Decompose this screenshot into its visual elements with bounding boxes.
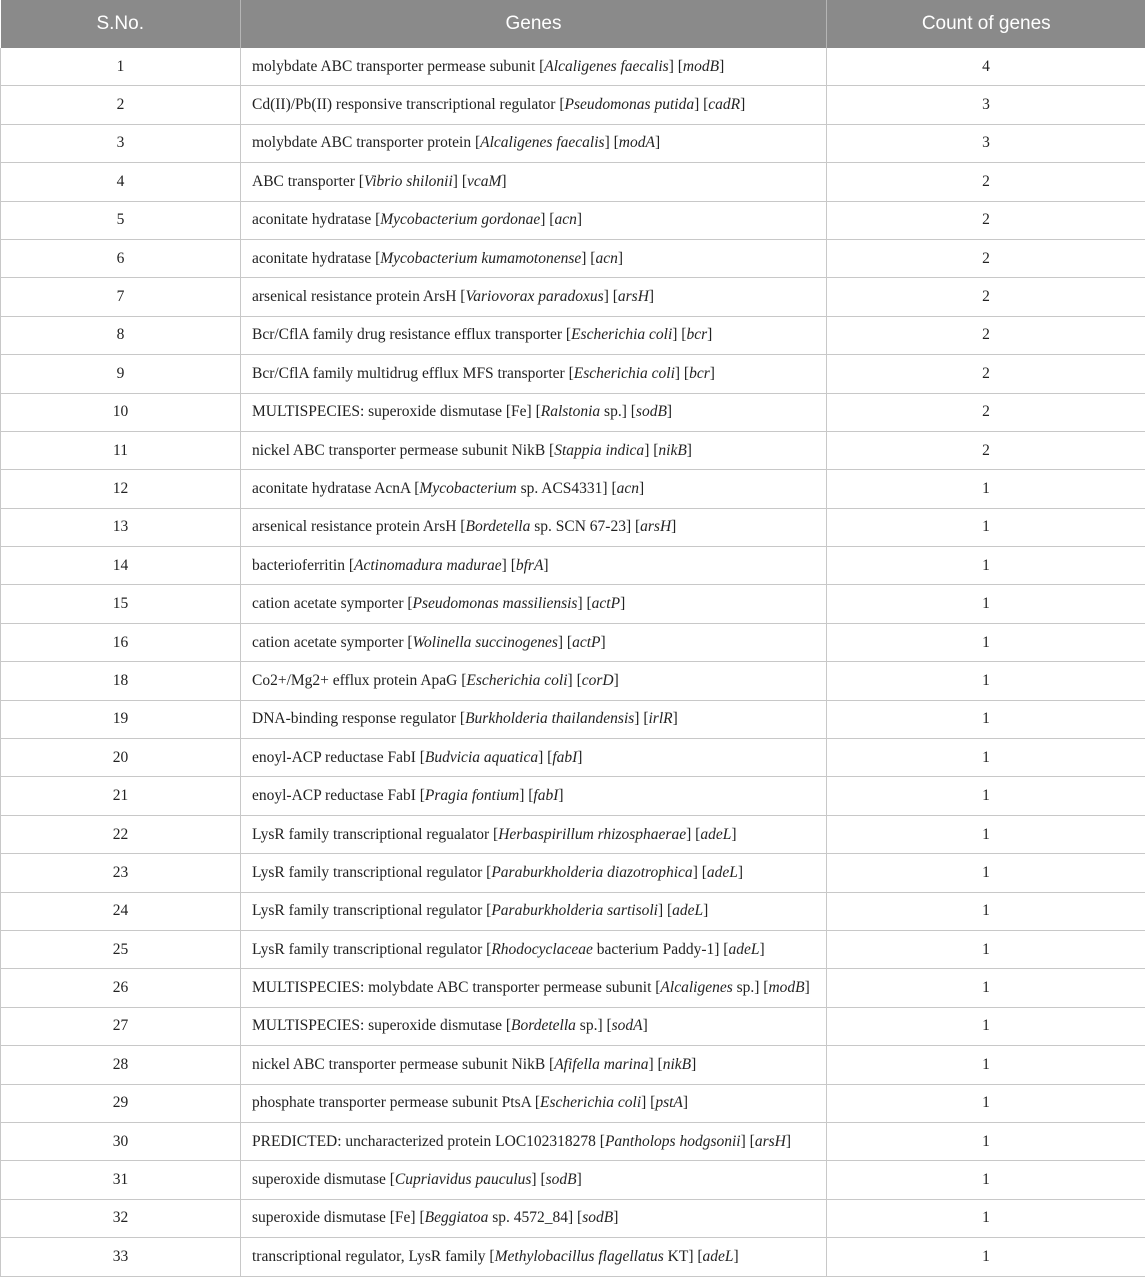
gene-cell [241, 777, 827, 815]
gene-italic-text: modB [682, 57, 720, 75]
count-cell: 1 [827, 623, 1145, 661]
table-row [1, 1199, 1145, 1237]
gene-text: Bcr/CflA family multidrug efflux MFS transporter [ [252, 364, 574, 382]
count-cell: 2 [827, 431, 1145, 469]
gene-text: sp.] [ [575, 1017, 612, 1035]
table-row [1, 1238, 1145, 1276]
gene-text: PREDICTED: uncharacterized protein LOC102318278 [ [252, 1132, 605, 1150]
gene-text: ] [ [452, 172, 467, 190]
gene-cell [241, 700, 827, 738]
gene-italic-text: Escherichia coli [466, 671, 568, 689]
gene-text: ] [543, 556, 549, 574]
gene-text: ] [ [674, 364, 690, 382]
gene-text: ] [759, 940, 765, 958]
sno-cell: 5 [1, 201, 241, 239]
table-row [1, 278, 1145, 316]
table-row [1, 815, 1145, 853]
count-cell: 1 [827, 547, 1145, 585]
gene-italic-text: acn [616, 479, 639, 497]
gene-text: ] [ [577, 595, 592, 613]
gene-italic-text: Pseudomonas putida [564, 96, 695, 114]
gene-text: ] [707, 326, 713, 344]
gene-text: ] [558, 787, 564, 805]
gene-text: LysR family transcriptional regulator [ [252, 902, 492, 920]
gene-text: ] [ [567, 671, 582, 689]
header-count: Count of genes [827, 0, 1145, 48]
gene-italic-text: Escherichia coli [539, 1094, 642, 1112]
gene-text: ] [ [604, 134, 619, 152]
table-row [1, 892, 1145, 930]
count-cell: 1 [827, 892, 1145, 930]
gene-text: ] [709, 364, 715, 382]
table-row [1, 431, 1145, 469]
gene-cell [241, 892, 827, 930]
gene-italic-text: Alcaligenes faecalis [480, 134, 605, 152]
gene-italic-text: irlR [648, 710, 673, 728]
table-row [1, 739, 1145, 777]
gene-text: ] [733, 1247, 739, 1265]
count-cell: 1 [827, 508, 1145, 546]
table-row [1, 86, 1145, 124]
gene-text: ] [686, 441, 692, 459]
sno-cell: 15 [1, 585, 241, 623]
gene-italic-text: nikB [662, 1055, 692, 1073]
gene-text: ] [703, 902, 709, 920]
gene-italic-text: actP [591, 595, 621, 613]
table-row [1, 1007, 1145, 1045]
gene-text: Cd(II)/Pb(II) responsive transcriptional regulator [ [252, 96, 565, 114]
gene-text: ] [666, 403, 673, 421]
gene-italic-text: Actinomadura madurae [353, 556, 502, 574]
gene-text: molybdate ABC transporter protein [ [252, 134, 481, 152]
gene-text: ] [ [603, 288, 618, 306]
gene-cell [241, 163, 827, 201]
gene-text: ] [501, 172, 507, 190]
table-row [1, 393, 1145, 431]
table-row [1, 777, 1145, 815]
gene-text: ] [ [686, 825, 701, 843]
gene-italic-text: modB [768, 979, 805, 997]
table-row [1, 124, 1145, 162]
gene-italic-text: sodB [635, 403, 667, 421]
gene-text: cation acetate symporter [ [252, 633, 413, 651]
gene-italic-text: Pragia fontium [424, 787, 520, 805]
gene-italic-text: Ralstonia [540, 403, 601, 421]
sno-cell: 18 [1, 662, 241, 700]
sno-cell: 19 [1, 700, 241, 738]
gene-text: ] [804, 979, 810, 997]
table-row [1, 470, 1145, 508]
sno-cell: 7 [1, 278, 241, 316]
gene-text: LysR family transcriptional regulator [ [252, 940, 492, 958]
gene-text: ] [ [641, 1094, 656, 1112]
gene-italic-text: acn [595, 249, 618, 267]
sno-cell: 24 [1, 892, 241, 930]
table-row [1, 48, 1145, 86]
table-row [1, 700, 1145, 738]
gene-cell [241, 508, 827, 546]
gene-text: ] [ [668, 57, 683, 75]
gene-text: sp. 4572_84] [ [488, 1209, 583, 1227]
gene-text: aconitate hydratase [ [252, 249, 381, 267]
count-cell: 1 [827, 470, 1145, 508]
gene-text: ] [ [501, 556, 516, 574]
gene-text: cation acetate symporter [ [252, 595, 413, 613]
gene-text: superoxide dismutase [Fe] [ [252, 1209, 425, 1227]
gene-italic-text: Alcaligenes [660, 979, 733, 997]
gene-text: ABC transporter [ [252, 172, 364, 190]
gene-cell [241, 739, 827, 777]
gene-text: ] [576, 211, 582, 229]
gene-italic-text: Cupriavidus pauculus [394, 1171, 532, 1189]
table-row [1, 1161, 1145, 1199]
gene-cell [241, 1122, 827, 1160]
gene-text: MULTISPECIES: superoxide dismutase [Fe] [ [252, 403, 541, 421]
gene-italic-text: adeL [702, 1247, 734, 1265]
sno-cell: 30 [1, 1122, 241, 1160]
gene-text: ] [740, 96, 746, 114]
gene-text: ] [613, 671, 619, 689]
gene-italic-text: Variovorax paradoxus [465, 288, 604, 306]
gene-text: sp. ACS4331] [ [516, 479, 617, 497]
gene-text: ] [ [657, 902, 673, 920]
count-cell: 2 [827, 201, 1145, 239]
gene-cell [241, 930, 827, 968]
gene-italic-text: Mycobacterium gordonae [380, 211, 541, 229]
gene-italic-text: Burkholderia thailandensis [465, 710, 635, 728]
gene-text: ] [737, 863, 744, 881]
gene-italic-text: Budvicia aquatica [424, 748, 539, 766]
count-cell: 2 [827, 393, 1145, 431]
table-row [1, 969, 1145, 1007]
count-cell: 4 [827, 48, 1145, 86]
gene-text: sp.] [ [600, 403, 636, 421]
gene-cell [241, 86, 827, 124]
gene-italic-text: Escherichia coli [571, 326, 673, 344]
gene-italic-text: actP [572, 633, 601, 651]
gene-italic-text: Stappia indica [554, 441, 645, 459]
gene-text: ] [ [672, 326, 687, 344]
gene-cell [241, 239, 827, 277]
sno-cell: 10 [1, 393, 241, 431]
gene-text: arsenical resistance protein ArsH [ [252, 288, 466, 306]
sno-cell: 9 [1, 355, 241, 393]
gene-italic-text: Mycobacterium [419, 479, 517, 497]
gene-text: LysR family transcriptional regulator [ [252, 863, 492, 881]
count-cell: 1 [827, 1161, 1145, 1199]
sno-cell: 21 [1, 777, 241, 815]
table-row [1, 316, 1145, 354]
gene-cell [241, 470, 827, 508]
gene-cell [241, 1084, 827, 1122]
table-row [1, 1122, 1145, 1160]
gene-italic-text: Escherichia coli [573, 364, 675, 382]
sno-cell: 3 [1, 124, 241, 162]
gene-text: ] [ [694, 96, 709, 114]
count-cell: 1 [827, 815, 1145, 853]
gene-italic-text: arsH [617, 288, 649, 306]
sno-cell: 8 [1, 316, 241, 354]
gene-italic-text: modA [618, 134, 655, 152]
gene-italic-text: Rhodocyclaceae [491, 940, 593, 958]
gene-italic-text: Mycobacterium kumamotonense [380, 249, 582, 267]
gene-text: bacterioferritin [ [252, 556, 354, 574]
sno-cell: 1 [1, 48, 241, 86]
sno-cell: 29 [1, 1084, 241, 1122]
gene-cell [241, 1007, 827, 1045]
gene-text: transcriptional regulator, LysR family [ [252, 1247, 495, 1265]
gene-cell [241, 355, 827, 393]
sno-cell: 27 [1, 1007, 241, 1045]
gene-italic-text: bcr [689, 364, 710, 382]
gene-cell [241, 316, 827, 354]
gene-italic-text: Beggiatoa [424, 1209, 489, 1227]
gene-cell [241, 201, 827, 239]
table-row [1, 1084, 1145, 1122]
gene-text: aconitate hydratase AcnA [ [252, 479, 420, 497]
header-sno: S.No. [1, 0, 241, 48]
gene-text: Co2+/Mg2+ efflux protein ApaG [ [252, 671, 467, 689]
gene-italic-text: Bordetella [511, 1017, 576, 1035]
gene-text: molybdate ABC transporter permease subunit [ [252, 57, 545, 75]
gene-text: ] [654, 134, 661, 152]
header-genes: Genes [241, 0, 827, 48]
count-cell: 1 [827, 1238, 1145, 1276]
sno-cell: 25 [1, 930, 241, 968]
gene-text: ] [ [557, 633, 573, 651]
gene-cell [241, 815, 827, 853]
count-cell: 1 [827, 1007, 1145, 1045]
gene-italic-text: adeL [700, 825, 732, 843]
gene-italic-text: adeL [672, 902, 704, 920]
gene-text: ] [ [540, 211, 555, 229]
gene-cell [241, 1199, 827, 1237]
sno-cell: 11 [1, 431, 241, 469]
gene-text: ] [617, 249, 624, 267]
gene-text: ] [613, 1209, 619, 1227]
gene-text: bacterium Paddy-1] [ [592, 940, 729, 958]
gene-italic-text: sodA [611, 1017, 643, 1035]
gene-text: MULTISPECIES: superoxide dismutase [ [252, 1017, 512, 1035]
table-header [1, 0, 1145, 48]
sno-cell: 33 [1, 1238, 241, 1276]
count-cell: 1 [827, 1199, 1145, 1237]
gene-italic-text: arsH [640, 518, 672, 536]
gene-italic-text: corD [581, 671, 614, 689]
count-cell: 1 [827, 930, 1145, 968]
gene-cell [241, 48, 827, 86]
gene-text: ] [ [644, 441, 659, 459]
gene-cell [241, 854, 827, 892]
table-row [1, 355, 1145, 393]
count-cell: 1 [827, 662, 1145, 700]
gene-italic-text: Wolinella succinogenes [412, 633, 558, 651]
gene-italic-text: adeL [706, 863, 738, 881]
gene-text: ] [ [692, 863, 707, 881]
count-cell: 1 [827, 1084, 1145, 1122]
table-row [1, 854, 1145, 892]
count-cell: 1 [827, 700, 1145, 738]
gene-text: ] [719, 57, 725, 75]
gene-text: nickel ABC transporter permease subunit NikB [ [252, 1055, 555, 1073]
gene-text: ] [785, 1132, 791, 1150]
table-row [1, 163, 1145, 201]
gene-text: ] [682, 1094, 689, 1112]
gene-cell [241, 1046, 827, 1084]
gene-italic-text: acn [554, 211, 577, 229]
sno-cell: 14 [1, 547, 241, 585]
gene-cell [241, 662, 827, 700]
count-cell: 2 [827, 239, 1145, 277]
gene-cell [241, 124, 827, 162]
table-row [1, 662, 1145, 700]
gene-text: superoxide dismutase [ [252, 1171, 395, 1189]
gene-text: MULTISPECIES: molybdate ABC transporter permease subunit [ [252, 979, 661, 997]
gene-italic-text: Paraburkholderia diazotrophica [491, 863, 693, 881]
sno-cell: 2 [1, 86, 241, 124]
sno-cell: 32 [1, 1199, 241, 1237]
gene-text: ] [731, 825, 737, 843]
count-cell: 1 [827, 777, 1145, 815]
gene-italic-text: arsH [754, 1132, 786, 1150]
gene-cell [241, 1161, 827, 1199]
gene-text: ] [600, 633, 606, 651]
table-body [1, 48, 1145, 1276]
count-cell: 3 [827, 124, 1145, 162]
sno-cell: 16 [1, 623, 241, 661]
gene-cell [241, 547, 827, 585]
gene-text: nickel ABC transporter permease subunit NikB [ [252, 441, 555, 459]
sno-cell: 31 [1, 1161, 241, 1199]
gene-italic-text: fabI [552, 748, 578, 766]
count-cell: 2 [827, 355, 1145, 393]
gene-text: ] [577, 748, 583, 766]
gene-text: sp.] [ [732, 979, 769, 997]
sno-cell: 28 [1, 1046, 241, 1084]
gene-italic-text: Paraburkholderia sartisoli [491, 902, 658, 920]
gene-text: enoyl-ACP reductase FabI [ [252, 748, 425, 766]
gene-text: ] [ [740, 1132, 755, 1150]
gene-italic-text: Afifella marina [554, 1055, 649, 1073]
gene-text: Bcr/CflA family drug resistance efflux transporter [ [252, 326, 572, 344]
gene-italic-text: fabI [533, 787, 559, 805]
gene-cell [241, 969, 827, 1007]
sno-cell: 20 [1, 739, 241, 777]
table-row [1, 201, 1145, 239]
table-row [1, 623, 1145, 661]
header-row [1, 0, 1145, 48]
sno-cell: 23 [1, 854, 241, 892]
gene-text: ] [671, 518, 677, 536]
gene-italic-text: bcr [686, 326, 708, 344]
gene-text: sp. SCN 67-23] [ [530, 518, 641, 536]
gene-italic-text: sodB [582, 1209, 614, 1227]
gene-text: ] [ [648, 1055, 663, 1073]
gene-italic-text: pstA [655, 1094, 683, 1112]
sno-cell: 22 [1, 815, 241, 853]
gene-text: ] [ [634, 710, 649, 728]
table-row [1, 239, 1145, 277]
count-cell: 2 [827, 316, 1145, 354]
gene-italic-text: nikB [658, 441, 687, 459]
gene-text: ] [620, 595, 626, 613]
gene-text: ] [648, 288, 655, 306]
gene-text: DNA-binding response regulator [ [252, 710, 466, 728]
gene-italic-text: sodB [545, 1171, 577, 1189]
count-cell: 1 [827, 585, 1145, 623]
sno-cell: 12 [1, 470, 241, 508]
gene-text: ] [ [538, 748, 553, 766]
sno-cell: 13 [1, 508, 241, 546]
gene-italic-text: cadR [708, 96, 741, 114]
gene-text: aconitate hydratase [ [252, 211, 381, 229]
count-cell: 1 [827, 1046, 1145, 1084]
count-cell: 1 [827, 969, 1145, 1007]
gene-italic-text: vcaM [466, 172, 502, 190]
count-cell: 2 [827, 278, 1145, 316]
gene-cell [241, 585, 827, 623]
gene-text: ] [ [531, 1171, 546, 1189]
gene-text: phosphate transporter permease subunit PtsA [ [252, 1094, 540, 1112]
count-cell: 3 [827, 86, 1145, 124]
gene-text: ] [ [581, 249, 596, 267]
count-cell: 2 [827, 163, 1145, 201]
gene-italic-text: bfrA [515, 556, 544, 574]
table-row [1, 547, 1145, 585]
gene-text: ] [639, 479, 645, 497]
count-cell: 1 [827, 739, 1145, 777]
table-row [1, 508, 1145, 546]
gene-italic-text: Methylobacillus flagellatus [494, 1247, 664, 1265]
count-cell: 1 [827, 854, 1145, 892]
gene-cell [241, 1238, 827, 1276]
gene-cell [241, 278, 827, 316]
gene-italic-text: Pseudomonas massiliensis [412, 595, 578, 613]
gene-text: ] [691, 1055, 697, 1073]
table-row [1, 930, 1145, 968]
gene-cell [241, 431, 827, 469]
gene-text: ] [ [519, 787, 534, 805]
gene-italic-text: Bordetella [465, 518, 531, 536]
gene-italic-text: adeL [728, 940, 760, 958]
gene-cell [241, 393, 827, 431]
gene-text: KT] [ [663, 1247, 703, 1265]
gene-italic-text: Pantholops hodgsonii [604, 1132, 741, 1150]
gene-text: ] [576, 1171, 582, 1189]
table-row [1, 585, 1145, 623]
gene-cell [241, 623, 827, 661]
sno-cell: 26 [1, 969, 241, 1007]
gene-text: LysR family transcriptional regualator [ [252, 825, 499, 843]
gene-italic-text: Herbaspirillum rhizosphaerae [498, 825, 687, 843]
count-cell: 1 [827, 1122, 1145, 1160]
gene-italic-text: Vibrio shilonii [363, 172, 453, 190]
gene-text: arsenical resistance protein ArsH [ [252, 518, 466, 536]
gene-text: enoyl-ACP reductase FabI [ [252, 787, 425, 805]
sno-cell: 6 [1, 239, 241, 277]
gene-text: ] [642, 1017, 648, 1035]
table-row [1, 1046, 1145, 1084]
gene-italic-text: Alcaligenes faecalis [544, 57, 669, 75]
sno-cell: 4 [1, 163, 241, 201]
gene-text: ] [672, 710, 678, 728]
